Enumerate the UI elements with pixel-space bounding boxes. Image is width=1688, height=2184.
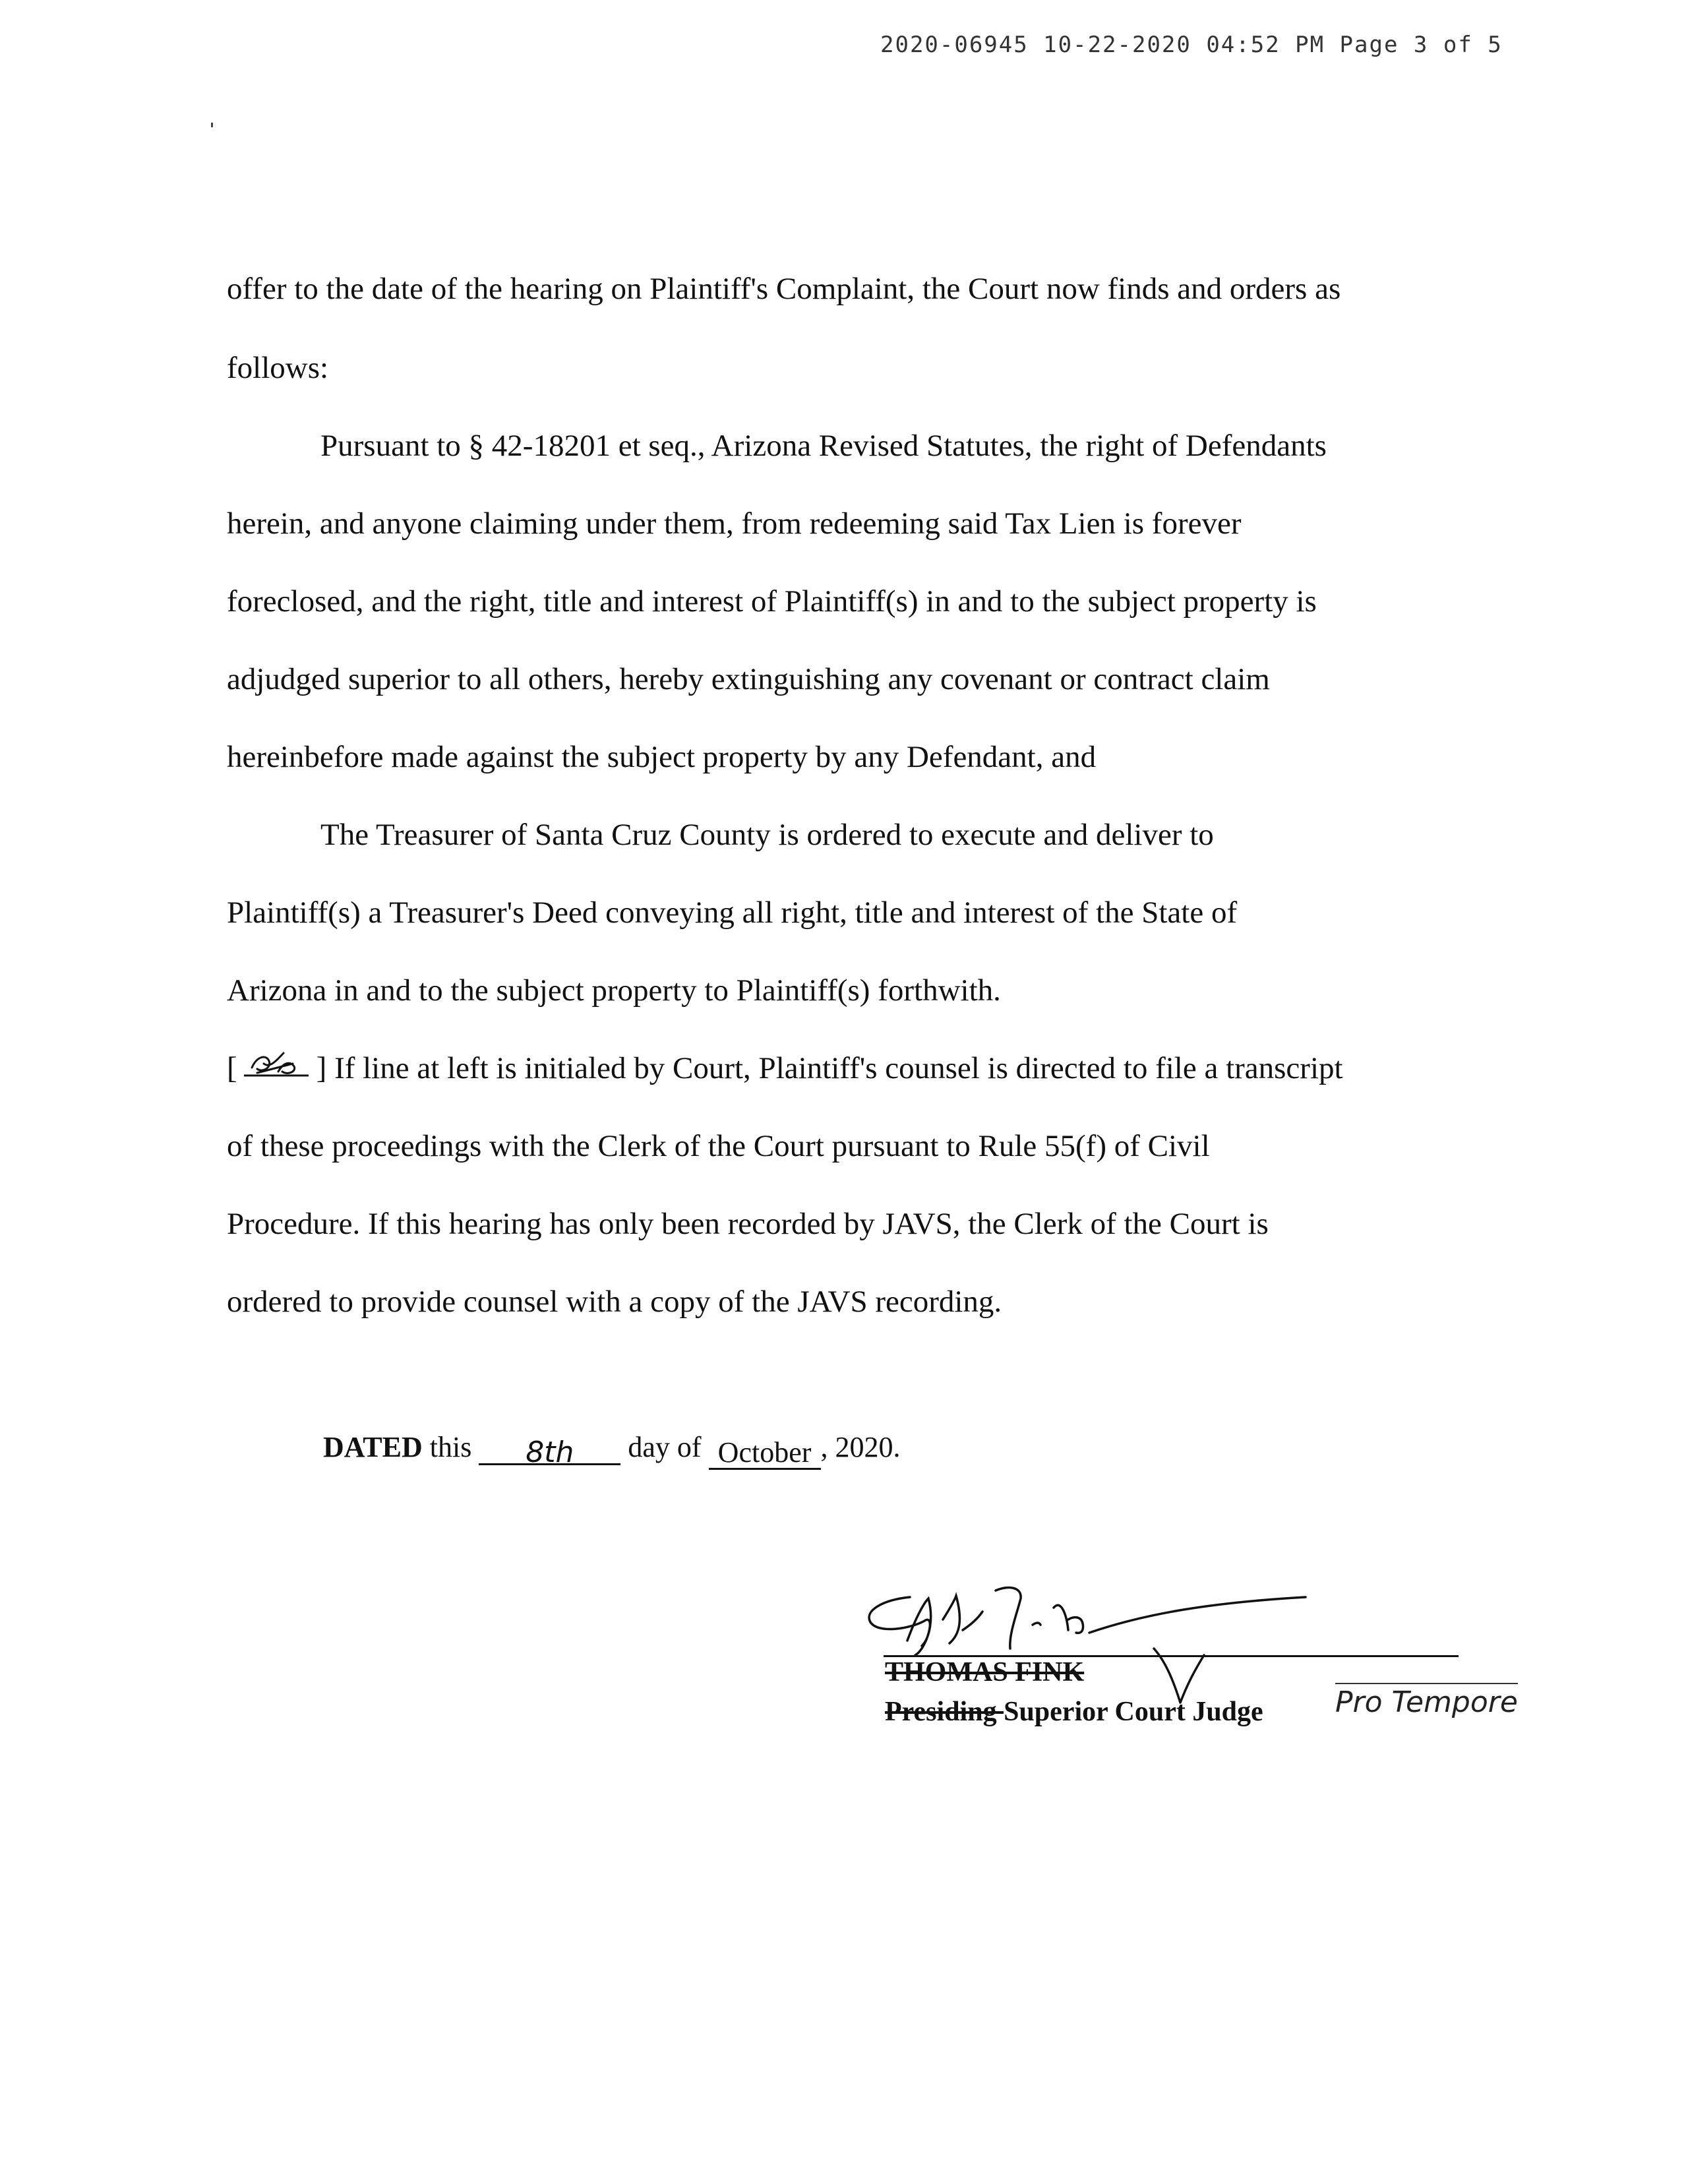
body-line-4: herein, and anyone claiming under them, from redeeming said Tax Lien is forever (227, 506, 1242, 541)
body-line-3: Pursuant to § 42-18201 et seq., Arizona Revised Statutes, the right of Defendants (320, 429, 1327, 463)
initial-bracket-close: ] (316, 1051, 327, 1085)
dated-line (323, 1428, 901, 1470)
judge-title-rest: Superior Court Judge (1004, 1697, 1263, 1727)
month-blank (709, 1436, 821, 1470)
day-blank (479, 1433, 620, 1469)
body-line-2: follows: (227, 351, 329, 385)
court-initials-mark (237, 1049, 316, 1082)
dated-label: DATED (323, 1431, 423, 1463)
dated-this-label: this (422, 1431, 479, 1463)
day-handwritten: 8th (526, 1436, 574, 1469)
body-line-13: Procedure. If this hearing has only been recorded by JAVS, the Clerk of the Court is (227, 1207, 1269, 1241)
scan-speck (211, 123, 213, 127)
fax-header-stamp: 2020-06945 10-22-2020 04:52 PM Page 3 of 5 (880, 32, 1503, 58)
body-line-1: offer to the date of the hearing on Plaintiff's Complaint, the Court now finds and orders as (227, 272, 1341, 306)
initial-bracket-open: [ (227, 1051, 237, 1085)
body-line-14: ordered to provide counsel with a copy of the JAVS recording. (227, 1285, 1002, 1319)
body-line-6: adjudged superior to all others, hereby extinguishing any covenant or contract claim (227, 662, 1270, 696)
body-line-7: hereinbefore made against the subject property by any Defendant, and (227, 740, 1097, 774)
body-line-5: foreclosed, and the right, title and interest of Plaintiff(s) in and to the subject property is (227, 584, 1317, 619)
body-line-9: Plaintiff(s) a Treasurer's Deed conveying all right, title and interest of the State of (227, 895, 1238, 930)
transcript-directive-line (227, 1048, 1480, 1088)
body-line-10: Arizona in and to the subject property to Plaintiff(s) forthwith. (227, 973, 1001, 1008)
body-line-12: of these proceedings with the Clerk of the Court pursuant to Rule 55(f) of Civil (227, 1129, 1210, 1163)
body-line-8: The Treasurer of Santa Cruz County is ordered to execute and deliver to (320, 818, 1214, 852)
year-suffix: , 2020. (820, 1431, 901, 1463)
judge-title-struck-part: Presiding (885, 1697, 1004, 1727)
day-of-label: day of (620, 1431, 709, 1463)
judge-name-struck: THOMAS FINK (885, 1657, 1085, 1687)
judge-title (885, 1696, 1263, 1728)
transcript-directive-text: If line at left is initialed by Court, Plaintiff's counsel is directed to file a transcript (334, 1051, 1343, 1085)
signature-block (844, 1556, 1518, 1767)
month-value: October (717, 1436, 812, 1469)
pro-tempore-note: Pro Tempore (1335, 1683, 1518, 1719)
